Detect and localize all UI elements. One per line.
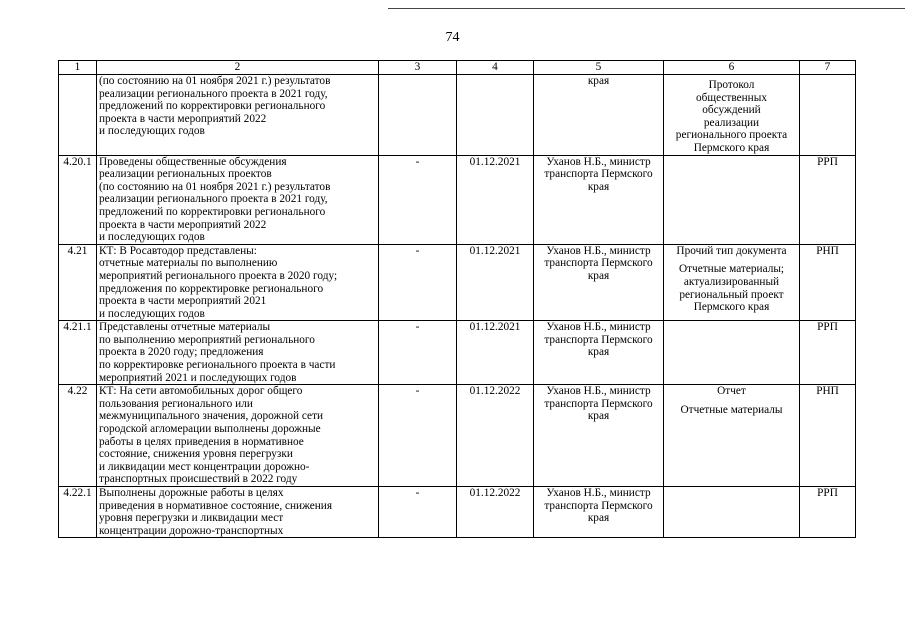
level-cell xyxy=(800,155,856,244)
description-line: уровня перегрузки и ликвидации мест xyxy=(99,512,284,525)
document-line: общественных xyxy=(696,91,767,104)
column-3-value: - xyxy=(415,155,420,168)
document-cell xyxy=(664,487,800,538)
date-cell xyxy=(457,244,534,321)
description-line: (по состоянию на 01 ноября 2021 г.) результатов xyxy=(99,75,331,87)
level-code: РРП xyxy=(817,487,838,499)
responsible-cell xyxy=(534,155,664,244)
description-line: реализации регионального проекта в 2021 году, xyxy=(99,193,328,206)
column-3-value: - xyxy=(415,321,420,334)
document-cell xyxy=(664,75,800,156)
column-3-cell xyxy=(379,244,457,321)
column-3-cell xyxy=(379,155,457,244)
responsible-cell xyxy=(534,75,664,156)
responsible-line: края xyxy=(587,75,610,87)
responsible-cell xyxy=(534,321,664,385)
description-line: работы в целях приведения в нормативное xyxy=(99,435,304,448)
responsible-line: транспорта Пермского xyxy=(544,397,653,410)
column-3-value: - xyxy=(415,244,420,257)
level-cell xyxy=(800,487,856,538)
top-border-line xyxy=(388,8,905,9)
date-cell xyxy=(457,385,534,487)
level-code: РРП xyxy=(817,155,838,168)
responsible-line: края xyxy=(587,180,610,193)
header-col-6: 6 xyxy=(664,61,800,75)
document-line: обсуждений xyxy=(702,104,761,117)
description-line: реализации региональных проектов xyxy=(99,168,272,181)
document-line: Протокол xyxy=(708,79,755,91)
responsible-line: края xyxy=(587,410,610,423)
document-line: регионального проекта xyxy=(675,129,788,142)
description-cell xyxy=(97,244,379,321)
description-line: межмуниципального значения, дорожной сети xyxy=(99,410,324,423)
description-line: по корректировке регионального проекта в части xyxy=(99,359,336,372)
row-number: 4.22 xyxy=(67,385,88,398)
due-date: 01.12.2021 xyxy=(469,244,521,257)
description-line: КТ: В Росавтодор представлены: xyxy=(99,244,257,257)
document-detail-line: региональный проект xyxy=(679,288,784,301)
level-cell xyxy=(800,321,856,385)
description-line: мероприятий 2021 и последующих годов xyxy=(99,371,297,384)
description-line: приведения в нормативное состояние, снижения xyxy=(99,499,333,512)
date-cell xyxy=(457,155,534,244)
due-date: 01.12.2022 xyxy=(469,487,521,499)
level-cell xyxy=(800,244,856,321)
responsible-line: транспорта Пермского xyxy=(544,168,653,181)
header-col-4: 4 xyxy=(457,61,534,75)
description-line: реализации регионального проекта в 2021 году, xyxy=(99,87,328,100)
column-3-cell xyxy=(379,487,457,538)
responsible-cell xyxy=(534,487,664,538)
responsible-line: Уханов Н.Б., министр xyxy=(546,155,651,168)
description-cell xyxy=(97,385,379,487)
responsible-line: края xyxy=(587,346,610,359)
row-number-cell xyxy=(59,244,97,321)
description-line: проекта в части мероприятий 2022 xyxy=(99,112,267,125)
description-line: отчетные материалы по выполнению xyxy=(99,257,278,270)
document-detail-line: Пермского края xyxy=(693,301,770,314)
header-col-5: 5 xyxy=(534,61,664,75)
document-cell xyxy=(664,244,800,321)
header-col-1: 1 xyxy=(59,61,97,75)
description-line: (по состоянию на 01 ноября 2021 г.) результатов xyxy=(99,180,331,193)
document-detail-line: Отчетные материалы; xyxy=(678,263,785,276)
description-cell xyxy=(97,155,379,244)
description-line: концентрации дорожно-транспортных xyxy=(99,524,284,537)
row-number-cell xyxy=(59,155,97,244)
responsible-line: Уханов Н.Б., министр xyxy=(546,244,651,257)
responsible-line: края xyxy=(587,512,610,525)
row-number: 4.21.1 xyxy=(63,321,92,334)
document-detail-line: актуализированный xyxy=(683,275,780,288)
description-line: и последующих годов xyxy=(99,231,205,244)
responsible-line: края xyxy=(587,269,610,282)
responsible-cell xyxy=(534,244,664,321)
document-cell xyxy=(664,155,800,244)
document-cell xyxy=(664,321,800,385)
description-cell xyxy=(97,321,379,385)
level-cell xyxy=(800,75,856,156)
due-date: 01.12.2021 xyxy=(469,155,521,168)
row-number-cell xyxy=(59,487,97,538)
table-row xyxy=(59,321,856,385)
description-line: состояние, снижения уровня перегрузки xyxy=(99,448,293,461)
responsible-line: транспорта Пермского xyxy=(544,499,653,512)
responsible-line: транспорта Пермского xyxy=(544,333,653,346)
description-line: проекта в части мероприятий 2022 xyxy=(99,218,267,231)
table-row xyxy=(59,385,856,487)
document-block xyxy=(666,75,797,155)
level-code: РРП xyxy=(817,321,838,334)
date-cell xyxy=(457,321,534,385)
row-number: 4.20.1 xyxy=(63,155,92,168)
column-3-cell xyxy=(379,75,457,156)
document-line: Прочий тип документа xyxy=(676,244,787,257)
due-date: 01.12.2021 xyxy=(469,321,521,334)
table-row xyxy=(59,487,856,538)
column-3-value: - xyxy=(415,487,420,499)
description-line: Представлены отчетные материалы xyxy=(99,321,271,334)
level-cell xyxy=(800,385,856,487)
description-line: и последующих годов xyxy=(99,125,205,138)
due-date: 01.12.2022 xyxy=(469,385,521,398)
header-col-7: 7 xyxy=(800,61,856,75)
responsible-line: Уханов Н.Б., министр xyxy=(546,385,651,398)
column-3-value: - xyxy=(415,385,420,398)
table-row xyxy=(59,244,856,321)
responsible-line: Уханов Н.Б., министр xyxy=(546,321,651,334)
level-code: РНП xyxy=(816,385,839,398)
description-line: КТ: На сети автомобильных дорог общего xyxy=(99,385,303,398)
description-line: Выполнены дорожные работы в целях xyxy=(99,487,284,499)
table-body xyxy=(59,75,856,538)
date-cell xyxy=(457,487,534,538)
date-cell xyxy=(457,75,534,156)
plan-table xyxy=(58,60,856,538)
document-detail-line: Отчетные материалы xyxy=(680,403,783,416)
description-line: мероприятий регионального проекта в 2020 году; xyxy=(99,269,338,282)
description-cell xyxy=(97,75,379,156)
description-line: предложений по корректировки регионального xyxy=(99,100,326,113)
header-col-2: 2 xyxy=(97,61,379,75)
row-number: 4.21 xyxy=(67,244,88,257)
document-line: реализации xyxy=(703,116,760,129)
description-line: предложения по корректировке регионального xyxy=(99,282,324,295)
responsible-line: транспорта Пермского xyxy=(544,257,653,270)
document-line: Пермского края xyxy=(693,141,770,154)
row-number-cell xyxy=(59,75,97,156)
level-code: РНП xyxy=(816,244,839,257)
document-cell xyxy=(664,385,800,487)
page-number: 74 xyxy=(445,30,460,45)
description-line: проекта в 2020 году; предложения xyxy=(99,346,264,359)
row-number: 4.22.1 xyxy=(63,487,92,499)
description-line: городской агломерации выполнены дорожные xyxy=(99,423,321,436)
description-line: по выполнению мероприятий регионального xyxy=(99,333,315,346)
header-col-3: 3 xyxy=(379,61,457,75)
description-line: транспортных происшествий в 2022 году xyxy=(99,473,298,486)
description-line: проекта в части мероприятий 2021 xyxy=(99,295,267,308)
header-row xyxy=(59,61,856,75)
table-row xyxy=(59,75,856,156)
column-3-cell xyxy=(379,385,457,487)
document-line: Отчет xyxy=(717,385,746,398)
description-line: и ликвидации мест концентрации дорожно- xyxy=(99,460,310,473)
row-number-cell xyxy=(59,385,97,487)
description-line: пользования регионального или xyxy=(99,397,253,410)
table-row xyxy=(59,155,856,244)
description-line: предложений по корректировки регионального xyxy=(99,205,326,218)
row-number-cell xyxy=(59,321,97,385)
description-line: Проведены общественные обсуждения xyxy=(99,155,287,168)
column-3-cell xyxy=(379,321,457,385)
responsible-cell xyxy=(534,385,664,487)
description-line: и последующих годов xyxy=(99,307,205,320)
responsible-line: Уханов Н.Б., министр xyxy=(546,487,651,499)
description-cell xyxy=(97,487,379,538)
